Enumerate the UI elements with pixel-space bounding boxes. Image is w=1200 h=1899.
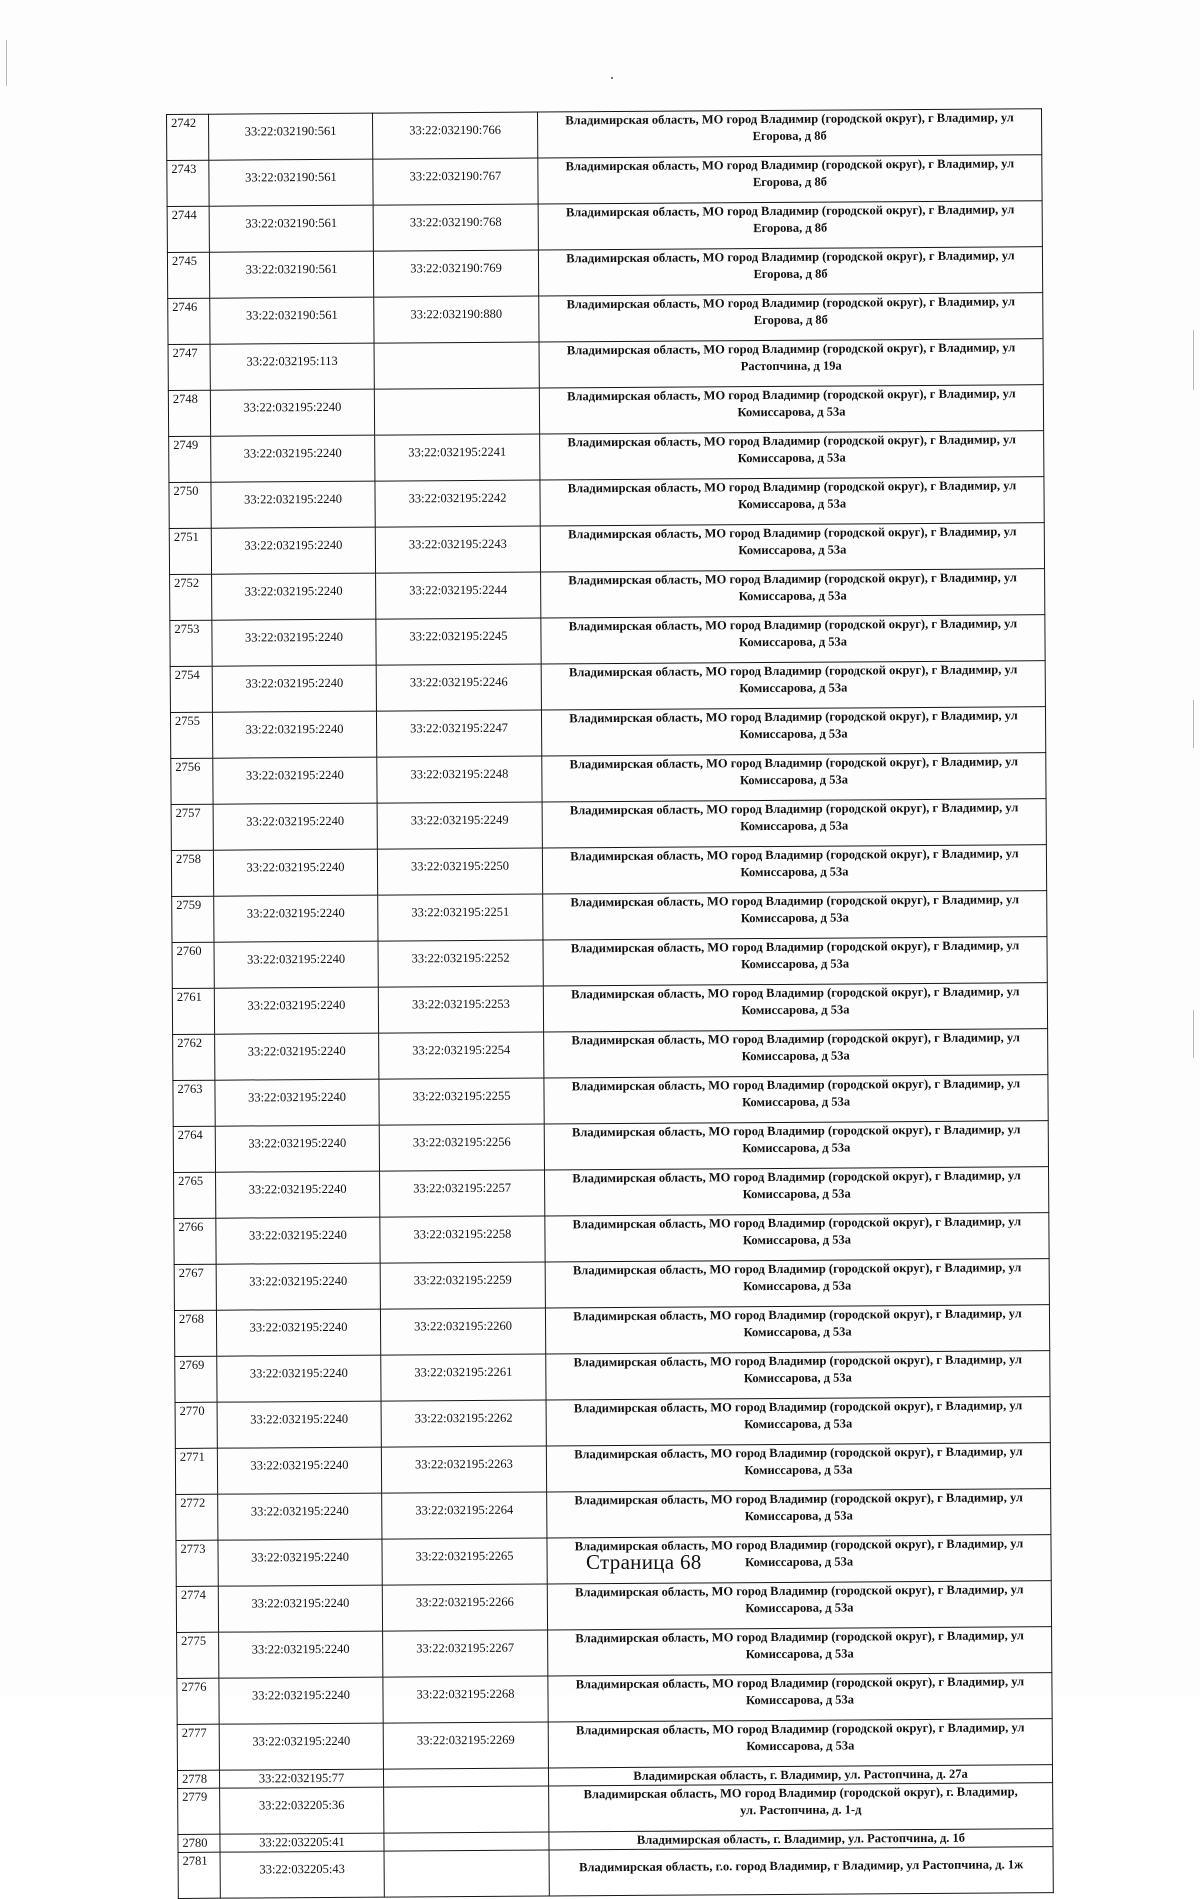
sub-cadastral-number xyxy=(374,342,539,389)
scan-artifact xyxy=(1193,330,1194,390)
cadastral-number: 33:22:032195:2240 xyxy=(212,665,376,712)
address-line-2: Егорова, д 8б xyxy=(752,174,828,190)
row-number: 2758 xyxy=(171,850,213,896)
sub-cadastral-number xyxy=(383,1768,548,1787)
table-row xyxy=(167,109,1042,161)
address-cell xyxy=(541,569,1045,618)
row-number: 2743 xyxy=(167,160,209,206)
address-line-2: Комиссарова, д 53а xyxy=(742,1232,852,1248)
address-line-2: Комиссарова, д 53а xyxy=(740,818,849,834)
cadastral-number: 33:22:032195:2240 xyxy=(219,1723,383,1770)
address-cell xyxy=(545,1305,1049,1354)
table-row xyxy=(176,1489,1051,1541)
address-line-1: Владимирская область, МО город Владимир (городской округ), г Владимир, ул xyxy=(573,1398,1023,1416)
sub-cadastral-number: 33:22:032195:2265 xyxy=(382,1538,547,1585)
address-cell xyxy=(547,1489,1051,1538)
scan-artifact xyxy=(6,40,7,86)
row-number: 2764 xyxy=(173,1126,215,1172)
row-number: 2779 xyxy=(178,1788,220,1834)
address-cell xyxy=(542,753,1046,802)
sub-cadastral-number: 33:22:032195:2244 xyxy=(376,572,541,619)
address-line-1: Владимирская область, МО город Владимир (городской округ), г Владимир, ул xyxy=(570,892,1019,910)
address-cell xyxy=(543,891,1047,940)
address-line-1: Владимирская область, МО город Владимир (городской округ), г Владимир, ул xyxy=(571,1076,1021,1094)
address-cell xyxy=(548,1627,1052,1676)
address-cell xyxy=(541,661,1045,710)
address-line-1: Владимирская область, МО город Владимир (городской округ), г Владимир, ул xyxy=(575,1628,1024,1646)
row-number: 2760 xyxy=(172,942,214,988)
sub-cadastral-number: 33:22:032195:2260 xyxy=(380,1308,545,1355)
address-line-1: Владимирская область, г. Владимир, ул. Растопчина, д. 27а xyxy=(633,1766,968,1783)
address-line-2: Комиссарова, д 53а xyxy=(741,1048,850,1064)
address-cell xyxy=(544,1075,1048,1124)
address-line-2: Комиссарова, д 53а xyxy=(742,1186,851,1202)
row-number: 2761 xyxy=(172,988,214,1034)
address-line-1: Владимирская область, МО город Владимир (городской округ), г Владимир, ул xyxy=(570,938,1020,956)
address-line-2: Комиссарова, д 53а xyxy=(744,1508,853,1524)
sub-cadastral-number xyxy=(384,1832,549,1851)
address-cell xyxy=(546,1397,1050,1446)
address-line-2: Комиссарова, д 53а xyxy=(739,680,848,696)
address-line-2: Комиссарова, д 53а xyxy=(744,1462,853,1478)
address-line-2: ул. Растопчина, д. 1-д xyxy=(740,1802,862,1818)
address-cell xyxy=(543,983,1047,1032)
cadastral-number: 33:22:032195:2240 xyxy=(212,711,376,758)
address-cell xyxy=(544,1029,1048,1078)
sub-cadastral-number: 33:22:032195:2269 xyxy=(383,1722,548,1769)
address-line-1: Владимирская область, МО город Владимир (городской округ), г Владимир, ул xyxy=(565,110,1014,128)
row-number: 2752 xyxy=(170,574,212,620)
row-number: 2750 xyxy=(169,482,211,528)
row-number: 2765 xyxy=(174,1172,216,1218)
address-line-2: Егорова, д 8б xyxy=(753,220,828,236)
address-line-2: Егорова, д 8б xyxy=(752,128,827,144)
address-line-1: Владимирская область, МО город Владимир (городской округ), г Владимир, ул xyxy=(566,294,1016,312)
address-line-1: Владимирская область, МО город Владимир (городской округ), г Владимир, ул xyxy=(568,524,1017,542)
address-cell xyxy=(538,155,1042,204)
address-line-2: Комиссарова, д 53а xyxy=(745,1554,854,1570)
sub-cadastral-number: 33:22:032195:2252 xyxy=(378,940,543,987)
sub-cadastral-number: 33:22:032190:769 xyxy=(373,250,538,297)
address-line-2: Комиссарова, д 53а xyxy=(742,1140,851,1156)
sub-cadastral-number: 33:22:032195:2257 xyxy=(380,1170,545,1217)
cadastral-number: 33:22:032195:2240 xyxy=(218,1585,382,1632)
address-line-1: Владимирская область, МО город Владимир (городской округ), г Владимир, ул xyxy=(567,432,1016,450)
table-row xyxy=(171,753,1046,805)
row-number: 2751 xyxy=(169,528,211,574)
cadastral-number: 33:22:032195:2240 xyxy=(211,435,375,482)
table-row xyxy=(174,1259,1049,1311)
address-cell xyxy=(539,385,1043,434)
sub-cadastral-number: 33:22:032195:2251 xyxy=(378,894,543,941)
table-row xyxy=(167,247,1042,299)
cadastral-number: 33:22:032190:561 xyxy=(209,205,373,252)
row-number: 2756 xyxy=(171,758,213,804)
address-line-1: Владимирская область, МО город Владимир (городской округ), г Владимир, ул xyxy=(573,1306,1022,1324)
cadastral-number: 33:22:032195:2240 xyxy=(214,987,378,1034)
address-line-1: Владимирская область, МО город Владимир (городской округ), г Владимир, ул xyxy=(568,662,1018,680)
table-row xyxy=(168,339,1043,391)
sub-cadastral-number: 33:22:032195:2245 xyxy=(376,618,541,665)
sub-cadastral-number: 33:22:032195:2259 xyxy=(380,1262,545,1309)
sub-cadastral-number: 33:22:032195:2262 xyxy=(381,1400,546,1447)
address-cell xyxy=(549,1847,1053,1896)
table-row xyxy=(169,523,1044,575)
table-row xyxy=(173,1029,1048,1081)
table-row xyxy=(174,1167,1049,1219)
address-cell xyxy=(545,1167,1049,1216)
address-line-1: Владимирская область, МО город Владимир (городской округ), г Владимир, ул xyxy=(573,1352,1023,1370)
sub-cadastral-number: 33:22:032195:2268 xyxy=(383,1676,548,1723)
table-row xyxy=(178,1847,1053,1899)
address-line-2: Комиссарова, д 53а xyxy=(737,404,846,420)
row-number: 2776 xyxy=(177,1678,219,1724)
address-cell xyxy=(540,431,1044,480)
cadastral-number: 33:22:032190:561 xyxy=(209,159,373,206)
row-number: 2755 xyxy=(170,712,212,758)
cadastral-number: 33:22:032195:2240 xyxy=(214,895,378,942)
address-cell xyxy=(545,1213,1049,1262)
address-cell xyxy=(547,1581,1051,1630)
sub-cadastral-number: 33:22:032195:2243 xyxy=(375,526,540,573)
address-line-1: Владимирская область, МО город Владимир (городской округ), г Владимир, ул xyxy=(575,1720,1025,1738)
address-line-1: Владимирская область, МО город Владимир (городской округ), г Владимир, ул xyxy=(574,1444,1023,1462)
row-number: 2780 xyxy=(178,1834,220,1852)
table-row xyxy=(172,983,1047,1035)
cadastral-number: 33:22:032195:2240 xyxy=(216,1309,380,1356)
address-line-2: Комиссарова, д 53а xyxy=(738,588,847,604)
address-line-2: Комиссарова, д 53а xyxy=(740,864,849,880)
sub-cadastral-number xyxy=(384,1850,549,1897)
scan-artifact xyxy=(1193,700,1194,748)
address-line-1: Владимирская область, МО город Владимир (городской округ), г Владимир, ул xyxy=(572,1168,1021,1186)
scan-speck xyxy=(611,77,613,79)
cadastral-number: 33:22:032195:2240 xyxy=(217,1355,381,1402)
table-row xyxy=(173,1121,1048,1173)
row-number: 2770 xyxy=(175,1402,217,1448)
address-line-1: Владимирская область, МО город Владимир (городской округ), г Владимир, ул xyxy=(571,984,1020,1002)
table-row xyxy=(175,1351,1050,1403)
scan-artifact xyxy=(1193,1010,1194,1058)
table-row xyxy=(168,293,1043,345)
address-cell xyxy=(543,937,1047,986)
table-row xyxy=(168,385,1043,437)
address-line-1: Владимирская область, г.о. город Владимир, г Владимир, ул Растопчина, д. 1ж xyxy=(579,1857,1024,1875)
table-row xyxy=(178,1783,1053,1835)
cadastral-number: 33:22:032195:2240 xyxy=(217,1401,381,1448)
row-number: 2767 xyxy=(174,1264,216,1310)
cadastral-number: 33:22:032195:2240 xyxy=(213,849,377,896)
address-line-2: Комиссарова, д 53а xyxy=(740,910,849,926)
table-row xyxy=(172,891,1047,943)
row-number: 2773 xyxy=(176,1540,218,1586)
address-cell xyxy=(549,1783,1053,1832)
address-line-1: Владимирская область, МО город Владимир (городской округ), г Владимир, ул xyxy=(574,1536,1024,1554)
row-number: 2762 xyxy=(173,1034,215,1080)
address-line-2: Комиссарова, д 53а xyxy=(741,956,850,972)
address-cell xyxy=(538,247,1042,296)
cadastral-number: 33:22:032195:2240 xyxy=(217,1447,381,1494)
address-line-1: Владимирская область, МО город Владимир (городской округ), г Владимир, ул xyxy=(574,1490,1023,1508)
cadastral-number: 33:22:032195:2240 xyxy=(213,803,377,850)
address-line-2: Комиссарова, д 53а xyxy=(738,634,848,650)
address-line-2: Комиссарова, д 53а xyxy=(746,1738,855,1754)
cadastral-number: 33:22:032195:77 xyxy=(219,1769,383,1788)
address-line-2: Комиссарова, д 53а xyxy=(739,772,848,788)
sub-cadastral-number: 33:22:032190:767 xyxy=(373,158,538,205)
table-row xyxy=(177,1673,1052,1725)
address-cell xyxy=(542,845,1046,894)
cadastral-number: 33:22:032195:2240 xyxy=(219,1631,383,1678)
address-line-2: Егорова, д 8б xyxy=(753,312,828,328)
address-line-1: Владимирская область, МО город Владимир (городской округ), г Владимир, ул xyxy=(571,1122,1021,1140)
address-line-2: Комиссарова, д 53а xyxy=(737,450,846,466)
sub-cadastral-number: 33:22:032195:2246 xyxy=(376,664,541,711)
sub-cadastral-number: 33:22:032195:2250 xyxy=(377,848,542,895)
cadastral-number: 33:22:032195:2240 xyxy=(213,757,377,804)
cadastral-number: 33:22:032195:2240 xyxy=(219,1677,383,1724)
address-line-1: Владимирская область, МО город Владимир (городской округ), г Владимир, ул xyxy=(567,386,1016,404)
address-line-2: Комиссарова, д 53а xyxy=(738,542,847,558)
table-row xyxy=(173,1075,1048,1127)
sub-cadastral-number xyxy=(374,388,539,435)
table-row xyxy=(171,845,1046,897)
table-row xyxy=(174,1213,1049,1265)
address-cell xyxy=(548,1719,1052,1768)
sub-cadastral-number: 33:22:032195:2267 xyxy=(383,1630,548,1677)
row-number: 2769 xyxy=(175,1356,217,1402)
address-line-1: Владимирская область, МО город Владимир (городской округ), г Владимир, ул xyxy=(565,202,1015,220)
sub-cadastral-number: 33:22:032195:2263 xyxy=(381,1446,546,1493)
address-line-1: Владимирская область, МО город Владимир (городской округ), г Владимир, ул xyxy=(566,340,1016,358)
address-line-1: Владимирская область, МО город Владимир (городской округ), г Владимир, ул xyxy=(569,708,1018,726)
cadastral-number: 33:22:032195:2240 xyxy=(212,573,376,620)
address-line-1: Владимирская область, МО город Владимир (городской округ), г Владимир, ул xyxy=(571,1030,1020,1048)
table-row xyxy=(175,1397,1050,1449)
table-row xyxy=(172,937,1047,989)
sub-cadastral-number: 33:22:032195:2249 xyxy=(377,802,542,849)
cadastral-number: 33:22:032195:2240 xyxy=(216,1171,380,1218)
sub-cadastral-number: 33:22:032195:2261 xyxy=(381,1354,546,1401)
address-cell xyxy=(537,109,1041,158)
address-cell xyxy=(540,477,1044,526)
sub-cadastral-number: 33:22:032195:2255 xyxy=(379,1078,544,1125)
cadastral-number: 33:22:032190:561 xyxy=(209,251,373,298)
row-number: 2774 xyxy=(176,1586,218,1632)
sub-cadastral-number: 33:22:032195:2253 xyxy=(378,986,543,1033)
address-line-2: Комиссарова, д 53а xyxy=(743,1278,852,1294)
sub-cadastral-number: 33:22:032195:2266 xyxy=(382,1584,547,1631)
cadastral-number: 33:22:032190:561 xyxy=(209,113,373,160)
address-cell xyxy=(539,293,1043,342)
cadastral-number: 33:22:032195:2240 xyxy=(215,1033,379,1080)
address-cell xyxy=(541,615,1045,664)
row-number: 2753 xyxy=(170,620,212,666)
row-number: 2747 xyxy=(168,344,210,390)
address-cell xyxy=(546,1443,1050,1492)
address-cell xyxy=(540,523,1044,572)
table-body xyxy=(167,109,1054,1899)
address-line-1: Владимирская область, МО город Владимир (городской округ), г Владимир, ул xyxy=(572,1214,1022,1232)
sub-cadastral-number: 33:22:032195:2254 xyxy=(379,1032,544,1079)
address-cell xyxy=(548,1673,1052,1722)
address-line-2: Комиссарова, д 53а xyxy=(743,1324,852,1340)
row-number: 2778 xyxy=(177,1770,219,1788)
cadastral-number: 33:22:032195:2240 xyxy=(218,1539,382,1586)
row-number: 2744 xyxy=(167,206,209,252)
sub-cadastral-number: 33:22:032190:766 xyxy=(372,112,537,159)
sub-cadastral-number xyxy=(384,1786,549,1833)
row-number: 2766 xyxy=(174,1218,216,1264)
address-line-2: Комиссарова, д 53а xyxy=(738,496,847,512)
sub-cadastral-number: 33:22:032195:2248 xyxy=(377,756,542,803)
table-row xyxy=(171,799,1046,851)
cadastral-number: 33:22:032190:561 xyxy=(210,297,374,344)
address-cell xyxy=(539,339,1043,388)
address-line-2: Комиссарова, д 53а xyxy=(741,1002,850,1018)
address-line-1: Владимирская область, МО город Владимир (городской округ), г Владимир, ул xyxy=(569,800,1019,818)
address-line-2: Егорова, д 8б xyxy=(753,266,828,282)
table-row xyxy=(167,155,1042,207)
sub-cadastral-number: 33:22:032190:880 xyxy=(374,296,539,343)
table-row xyxy=(170,615,1045,667)
table-row xyxy=(175,1443,1050,1495)
row-number: 2781 xyxy=(178,1852,220,1898)
address-line-1: Владимирская область, МО город Владимир (городской округ), г Владимир, ул xyxy=(569,754,1019,772)
cadastral-number: 33:22:032195:2240 xyxy=(216,1217,380,1264)
address-line-2: Комиссарова, д 53а xyxy=(743,1370,852,1386)
address-line-1: Владимирская область, МО город Владимир (городской округ), г Владимир, ул xyxy=(565,156,1015,174)
address-line-2: Комиссарова, д 53а xyxy=(745,1646,854,1662)
row-number: 2746 xyxy=(168,298,210,344)
cadastral-number: 33:22:032195:2240 xyxy=(210,389,374,436)
address-line-1: Владимирская область, МО город Владимир (городской округ), г Владимир, ул xyxy=(572,1260,1022,1278)
address-cell xyxy=(542,799,1046,848)
address-line-1: Владимирская область, МО город Владимир (городской округ), г Владимир, ул xyxy=(575,1674,1025,1692)
cadastral-number: 33:22:032205:36 xyxy=(220,1787,384,1834)
row-number: 2745 xyxy=(167,252,209,298)
row-number: 2763 xyxy=(173,1080,215,1126)
cadastral-number: 33:22:032195:2240 xyxy=(212,619,376,666)
address-line-2: Комиссарова, д 53а xyxy=(745,1692,855,1708)
cadastral-number: 33:22:032195:2240 xyxy=(218,1493,382,1540)
cadastral-number: 33:22:032205:41 xyxy=(220,1833,384,1852)
table-row xyxy=(176,1581,1051,1633)
sub-cadastral-number: 33:22:032195:2242 xyxy=(375,480,540,527)
address-cell xyxy=(538,201,1042,250)
address-line-2: Комиссарова, д 53а xyxy=(739,726,848,742)
sub-cadastral-number: 33:22:032195:2258 xyxy=(380,1216,545,1263)
row-number: 2775 xyxy=(177,1632,219,1678)
sub-cadastral-number: 33:22:032195:2264 xyxy=(382,1492,547,1539)
row-number: 2757 xyxy=(171,804,213,850)
address-line-2: Комиссарова, д 53а xyxy=(742,1094,851,1110)
address-line-1: Владимирская область, МО город Владимир (городской округ), г Владимир, ул xyxy=(567,478,1017,496)
table-row xyxy=(167,201,1042,253)
row-number: 2768 xyxy=(174,1310,216,1356)
cadastral-number: 33:22:032195:2240 xyxy=(214,941,378,988)
address-cell xyxy=(541,707,1045,756)
row-number: 2748 xyxy=(168,390,210,436)
table-row xyxy=(170,707,1045,759)
table-row xyxy=(177,1719,1052,1771)
table-row xyxy=(174,1305,1049,1357)
page-number: Страница 68 xyxy=(586,1550,702,1574)
address-line-1: Владимирская область, МО город Владимир (городской округ), г Владимир, ул xyxy=(575,1582,1024,1600)
address-line-2: Комиссарова, д 53а xyxy=(744,1416,853,1432)
address-line-1: Владимирская область, МО город Владимир (городской округ), г Владимир, ул xyxy=(570,846,1019,864)
cadastral-number: 33:22:032205:43 xyxy=(220,1851,384,1898)
cadastral-number: 33:22:032195:2240 xyxy=(215,1125,379,1172)
sub-cadastral-number: 33:22:032195:2247 xyxy=(376,710,541,757)
sub-cadastral-number: 33:22:032195:2241 xyxy=(375,434,540,481)
property-registry-table xyxy=(166,108,1054,1899)
table-row xyxy=(170,661,1045,713)
cadastral-number: 33:22:032195:2240 xyxy=(216,1263,380,1310)
row-number: 2772 xyxy=(176,1494,218,1540)
table-row xyxy=(177,1627,1052,1679)
row-number: 2754 xyxy=(170,666,212,712)
address-line-1: Владимирская область, МО город Владимир (городской округ), г Владимир, ул xyxy=(568,570,1017,588)
table-row xyxy=(169,477,1044,529)
cadastral-number: 33:22:032195:2240 xyxy=(211,527,375,574)
address-line-1: Владимирская область, МО город Владимир (городской округ), г Владимир, ул xyxy=(568,616,1018,634)
row-number: 2777 xyxy=(177,1724,219,1770)
row-number: 2771 xyxy=(175,1448,217,1494)
address-line-1: Владимирская область, МО город Владимир (городской округ), г Владимир, ул xyxy=(566,248,1015,266)
cadastral-number: 33:22:032195:2240 xyxy=(215,1079,379,1126)
table-row xyxy=(169,431,1044,483)
address-cell xyxy=(544,1121,1048,1170)
cadastral-number: 33:22:032195:2240 xyxy=(211,481,375,528)
sub-cadastral-number: 33:22:032195:2256 xyxy=(379,1124,544,1171)
address-line-2: Комиссарова, д 53а xyxy=(745,1600,854,1616)
address-cell xyxy=(546,1351,1050,1400)
sub-cadastral-number: 33:22:032190:768 xyxy=(373,204,538,251)
row-number: 2749 xyxy=(169,436,211,482)
address-line-1: Владимирская область, г. Владимир, ул. Растопчина, д. 1б xyxy=(636,1830,966,1847)
address-line-1: Владимирская область, МО город Владимир (городской округ), г. Владимир, xyxy=(583,1784,1018,1802)
address-line-2: Растопчина, д 19а xyxy=(740,358,842,374)
table-row xyxy=(170,569,1045,621)
cadastral-number: 33:22:032195:113 xyxy=(210,343,374,390)
address-cell xyxy=(545,1259,1049,1308)
row-number: 2742 xyxy=(167,114,209,160)
row-number: 2759 xyxy=(172,896,214,942)
